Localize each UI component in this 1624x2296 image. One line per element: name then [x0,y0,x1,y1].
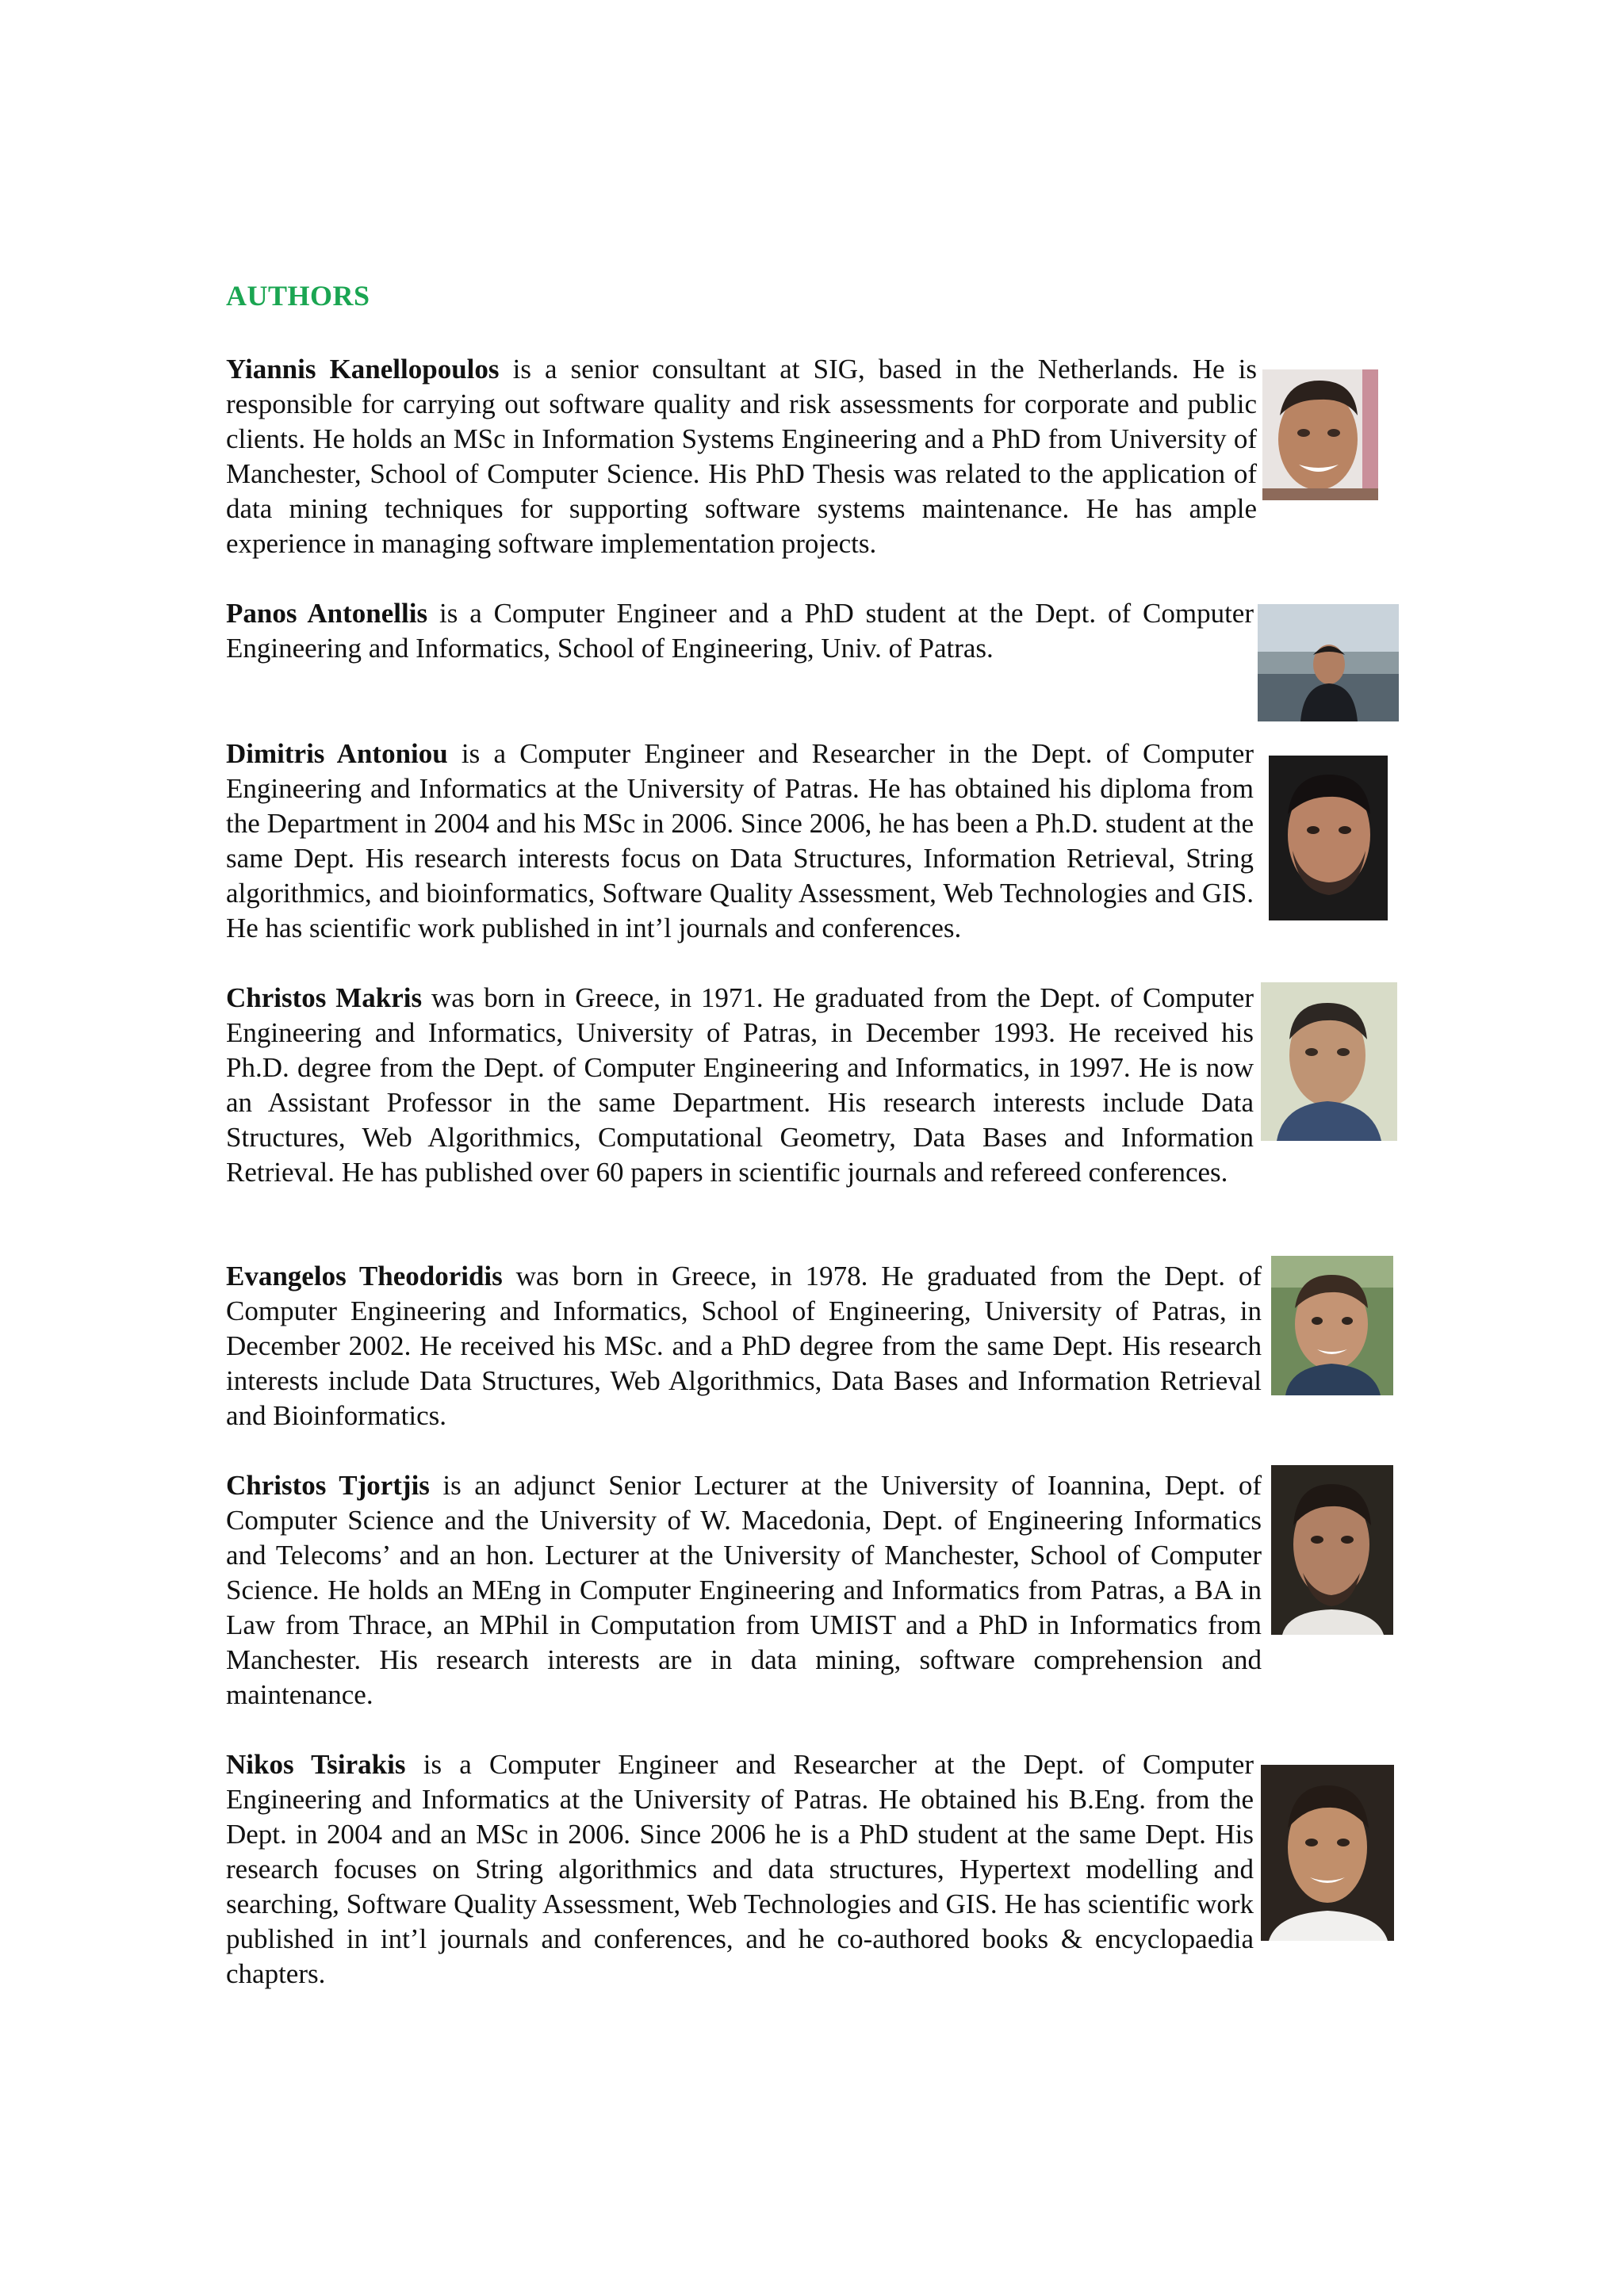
author-description: is a senior consultant at SIG, based in the Netherlands. He is responsible for carrying out software quality and risk assessments for corporate and public clients. He holds an MSc in Information Systems Engineering and a PhD from University of Manchester, School of Computer Science. His PhD Thesis was related to the application of data mining techniques for supporting software systems maintenance. He has ample experience in managing software implementation projects. [226,354,1257,559]
author-name: Dimitris Antoniou [226,738,448,769]
author-photo-antoniou [1269,756,1388,920]
author-bio-theodoridis [226,1259,1262,1433]
author-bio-antonellis [226,596,1254,666]
author-photo-theodoridis [1271,1256,1393,1395]
author-bio-antoniou [226,737,1254,946]
author-name: Yiannis Kanellopoulos [226,354,500,385]
author-name: Christos Tjortjis [226,1470,430,1501]
author-description: was born in Greece, in 1978. He graduated from the Dept. of Computer Engineering and Informatics, School of Engineering, University of Patras, in December 2002. He received his MSc. and a PhD degree from the same Dept. His research interests include Data Structures, Web Algorithmics, Data Bases and Information Retrieval and Bioinformatics. [226,1261,1262,1431]
author-bio-kanellopoulos [226,352,1257,561]
author-description: is a Computer Engineer and Researcher in the Dept. of Computer Engineering and Informatics at the University of Patras. He has obtained his diploma from the Department in 2004 and his MSc in 2006. Since 2006, he has been a Ph.D. student at the same Dept. His research interests focus on Data Structures, Information Retrieval, String algorithmics, and bioinformatics, Software Quality Assessment, Web Technologies and GIS. He has scientific work published in int’l journals and conferences. [226,738,1254,943]
author-name: Panos Antonellis [226,598,428,629]
author-description: is a Computer Engineer and Researcher at the Dept. of Computer Engineering and Informatics at the University of Patras. He obtained his B.Eng. from the Dept. in 2004 and an MSc in 2006. Since 2006 he is a PhD student at the same Dept. His research focuses on String algorithmics and data structures, Hypertext modelling and searching, Software Quality Assessment, Web Technologies and GIS. He has scientific work published in int’l journals and conferences, and he co-authored books & encyclopaedia chapters. [226,1749,1254,1989]
author-photo-antonellis [1258,604,1399,721]
author-photo-makris [1261,982,1397,1141]
author-description: is an adjunct Senior Lecturer at the University of Ioannina, Dept. of Computer Science and the University of W. Macedonia, Dept. of Engineering Informatics and Telecoms’ and an hon. Lecturer at the University of Manchester, School of Computer Science. He holds an MEng in Computer Engineering and Informatics from Patras, a BA in Law from Thrace, an MPhil in Computation from UMIST and a PhD in Informatics from Manchester. His research interests are in data mining, software comprehension and maintenance. [226,1470,1262,1710]
author-name: Christos Makris [226,982,423,1013]
author-photo-tsirakis [1261,1765,1394,1941]
author-photo-kanellopoulos [1262,369,1378,500]
author-photo-tjortjis [1271,1465,1393,1635]
author-name: Nikos Tsirakis [226,1749,406,1780]
author-bio-tjortjis [226,1468,1262,1712]
author-description: is a Computer Engineer and a PhD student at the Dept. of Computer Engineering and Informatics, School of Engineering, Univ. of Patras. [226,598,1254,664]
section-title: AUTHORS [226,280,370,312]
author-description: was born in Greece, in 1971. He graduated from the Dept. of Computer Engineering and Informatics, University of Patras, in December 1993. He received his Ph.D. degree from the Dept. of Computer Engineering and Informatics, in 1997. He is now an Assistant Professor in the same Department. His research interests include Data Structures, Web Algorithmics, Computational Geometry, Data Bases and Information Retrieval. He has published over 60 papers in scientific journals and refereed conferences. [226,982,1254,1188]
author-name: Evangelos Theodoridis [226,1261,503,1292]
author-bio-tsirakis [226,1747,1254,1992]
author-bio-makris [226,981,1254,1190]
